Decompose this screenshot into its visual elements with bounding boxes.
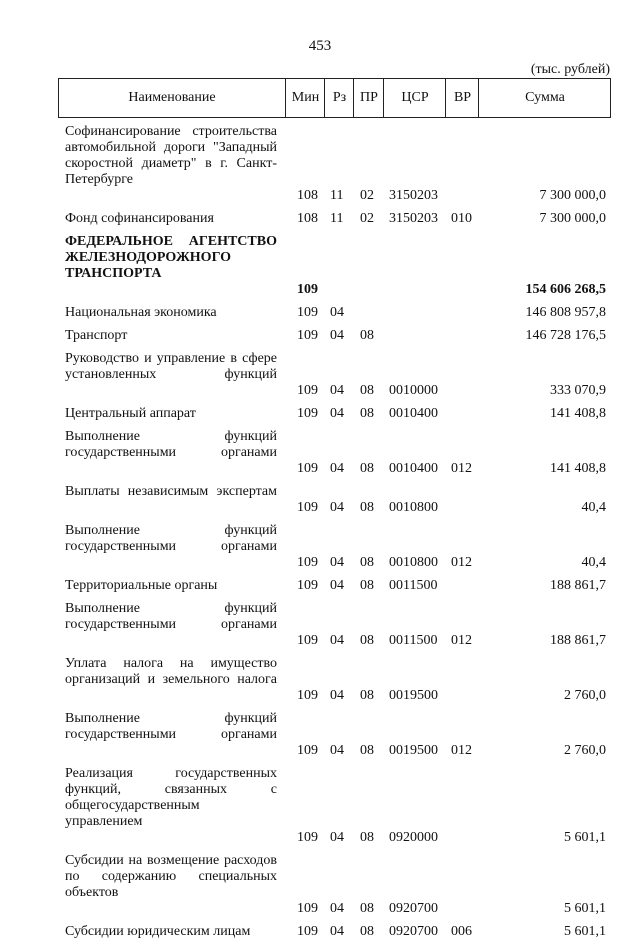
table-row [0, 601, 640, 649]
row-name: Транспорт [65, 328, 128, 343]
row-rz: 04 [330, 743, 344, 758]
row-rz: 11 [330, 188, 344, 203]
row-rz: 04 [330, 328, 344, 343]
row-min: 109 [297, 688, 318, 703]
row-min: 109 [297, 305, 318, 320]
row-name: Выполнение функций государственными органами [65, 429, 277, 460]
row-rz: 11 [330, 211, 344, 226]
table-row [0, 211, 640, 227]
row-sum: 2 760,0 [564, 688, 606, 703]
row-min: 108 [297, 211, 318, 226]
table-row [0, 711, 640, 759]
row-rz: 04 [330, 578, 344, 593]
row-rz: 04 [330, 901, 344, 916]
row-name: Субсидии юридическим лицам [65, 924, 251, 939]
row-csr: 3150203 [389, 188, 438, 203]
row-sum: 188 861,7 [550, 578, 606, 593]
row-csr: 0010800 [389, 555, 438, 570]
row-sum: 154 606 268,5 [525, 282, 606, 297]
row-rz: 04 [330, 924, 344, 939]
row-pr: 08 [360, 901, 374, 916]
table-row [0, 305, 640, 321]
row-csr: 0010400 [389, 461, 438, 476]
row-pr: 08 [360, 406, 374, 421]
row-min: 109 [297, 461, 318, 476]
row-rz: 04 [330, 461, 344, 476]
row-sum: 146 808 957,8 [525, 305, 606, 320]
row-pr: 08 [360, 688, 374, 703]
column-header-pr: ПР [353, 79, 384, 117]
row-min: 109 [297, 500, 318, 515]
row-min: 108 [297, 188, 318, 203]
table-row [0, 656, 640, 704]
row-name: Уплата налога на имущество организаций и земельного налога [65, 656, 277, 687]
row-pr: 08 [360, 500, 374, 515]
column-header-name: Наименование [128, 90, 216, 105]
row-csr: 0019500 [389, 688, 438, 703]
row-min: 109 [297, 578, 318, 593]
row-sum: 146 728 176,5 [525, 328, 606, 343]
row-pr: 08 [360, 555, 374, 570]
row-pr: 02 [360, 211, 374, 226]
row-pr: 08 [360, 633, 374, 648]
units-label: (тыс. рублей) [530, 62, 610, 77]
row-rz: 04 [330, 688, 344, 703]
table-row [0, 328, 640, 344]
row-sum: 141 408,8 [550, 461, 606, 476]
table-row [0, 124, 640, 204]
row-pr: 08 [360, 383, 374, 398]
row-pr: 08 [360, 743, 374, 758]
table-row [0, 853, 640, 917]
table-row [0, 766, 640, 846]
row-vr: 012 [451, 461, 472, 476]
page-number: 453 [308, 38, 332, 54]
row-name: ФЕДЕРАЛЬНОЕ АГЕНТСТВО ЖЕЛЕЗНОДОРОЖНОГО ТРАНСПОРТА [65, 234, 277, 281]
row-sum: 40,4 [581, 500, 606, 515]
table-body [0, 124, 640, 947]
row-pr: 08 [360, 461, 374, 476]
table-row [0, 924, 640, 940]
row-min: 109 [297, 743, 318, 758]
row-min: 109 [297, 901, 318, 916]
row-csr: 0010800 [389, 500, 438, 515]
column-header-vr: ВР [445, 79, 479, 117]
column-header-rz: Рз [324, 79, 354, 117]
row-pr: 08 [360, 830, 374, 845]
row-min: 109 [297, 924, 318, 939]
row-sum: 2 760,0 [564, 743, 606, 758]
row-rz: 04 [330, 633, 344, 648]
row-vr: 012 [451, 555, 472, 570]
row-csr: 0011500 [389, 578, 438, 593]
row-sum: 40,4 [581, 555, 606, 570]
row-pr: 08 [360, 578, 374, 593]
row-min: 109 [297, 633, 318, 648]
row-sum: 5 601,1 [564, 830, 606, 845]
row-vr: 010 [451, 211, 472, 226]
row-rz: 04 [330, 830, 344, 845]
table-row [0, 484, 640, 516]
row-name: Выполнение функций государственными органами [65, 523, 277, 554]
row-sum: 333 070,9 [550, 383, 606, 398]
column-header-sum: Сумма [478, 79, 611, 117]
row-csr: 0011500 [389, 633, 438, 648]
row-sum: 188 861,7 [550, 633, 606, 648]
row-csr: 0920000 [389, 830, 438, 845]
row-pr: 02 [360, 188, 374, 203]
row-name: Софинансирование строительства автомобильной дороги "Западный скоростной диаметр" в г. Санкт-Петербурге [65, 124, 277, 187]
row-vr: 012 [451, 743, 472, 758]
row-sum: 5 601,1 [564, 924, 606, 939]
row-csr: 0920700 [389, 901, 438, 916]
row-rz: 04 [330, 383, 344, 398]
table-row [0, 429, 640, 477]
row-sum: 7 300 000,0 [539, 188, 606, 203]
column-header-csr: ЦСР [383, 79, 446, 117]
table-row [0, 406, 640, 422]
row-name: Реализация государственных функций, связанных с общегосударственным управлением [65, 766, 277, 829]
row-csr: 0920700 [389, 924, 438, 939]
row-sum: 5 601,1 [564, 901, 606, 916]
row-name: Территориальные органы [65, 578, 218, 593]
row-name: Руководство и управление в сфере установленных функций [65, 351, 277, 382]
row-name: Выполнение функций государственными органами [65, 601, 277, 632]
row-csr: 0010000 [389, 383, 438, 398]
row-rz: 04 [330, 500, 344, 515]
row-vr: 012 [451, 633, 472, 648]
row-pr: 08 [360, 328, 374, 343]
row-csr: 0019500 [389, 743, 438, 758]
row-sum: 7 300 000,0 [539, 211, 606, 226]
row-min: 109 [297, 383, 318, 398]
row-min: 109 [297, 830, 318, 845]
row-rz: 04 [330, 406, 344, 421]
row-vr: 006 [451, 924, 472, 939]
row-csr: 0010400 [389, 406, 438, 421]
table-row [0, 523, 640, 571]
row-name: Субсидии на возмещение расходов по содержанию специальных объектов [65, 853, 277, 900]
table-row [0, 351, 640, 399]
row-csr: 3150203 [389, 211, 438, 226]
row-name: Фонд софинансирования [65, 211, 214, 226]
table-row [0, 234, 640, 298]
table-row [0, 578, 640, 594]
column-header-min: Мин [285, 79, 325, 117]
row-min: 109 [297, 282, 318, 297]
row-sum: 141 408,8 [550, 406, 606, 421]
row-pr: 08 [360, 924, 374, 939]
row-min: 109 [297, 406, 318, 421]
row-min: 109 [297, 555, 318, 570]
row-min: 109 [297, 328, 318, 343]
table-header [58, 78, 611, 118]
row-rz: 04 [330, 305, 344, 320]
row-name: Центральный аппарат [65, 406, 196, 421]
row-name: Национальная экономика [65, 305, 217, 320]
row-name: Выполнение функций государственными органами [65, 711, 277, 742]
row-name: Выплаты независимым экспертам [65, 484, 277, 499]
row-rz: 04 [330, 555, 344, 570]
